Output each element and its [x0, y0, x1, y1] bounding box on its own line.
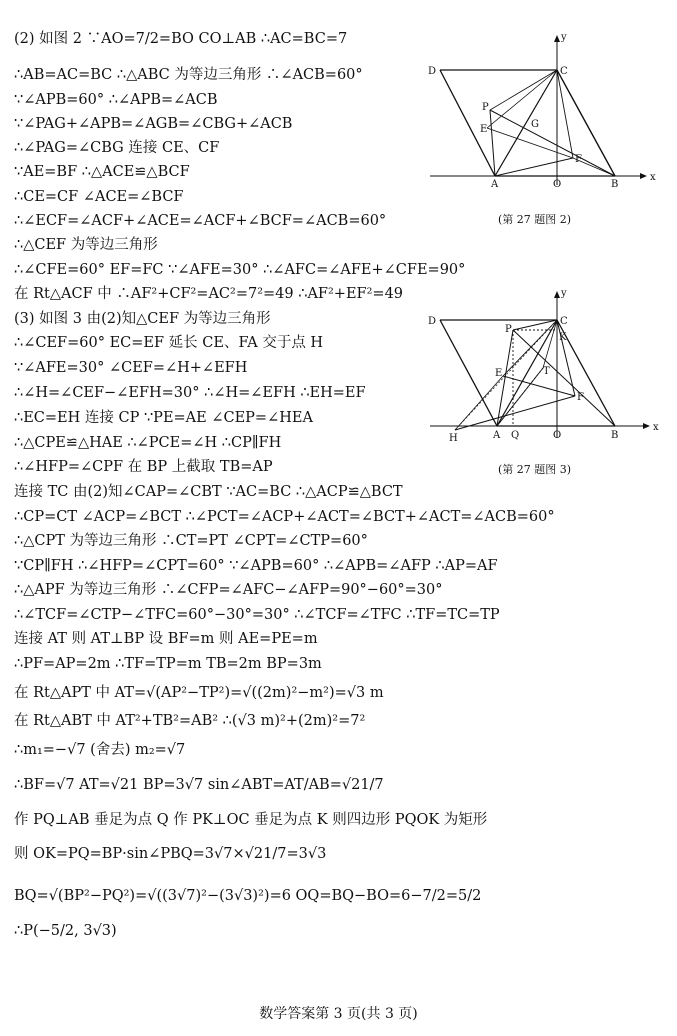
line-34: ∴P(−5/2, 3√3): [14, 923, 117, 939]
line-26: ∴PF=AP=2m ∴TF=TP=m TB=2m BP=3m: [14, 656, 322, 672]
fig3-label-A: A: [493, 430, 501, 441]
fig3-label-T: T: [543, 366, 550, 377]
line-22: ∵CP∥FH ∴∠HFP=∠CPT=60° ∵∠APB=60° ∴∠APB=∠AFP ∴AP=AF: [14, 558, 498, 574]
figure-3-caption: (第 27 题图 3): [498, 463, 572, 476]
line-9: ∴△CEF 为等边三角形: [14, 237, 158, 253]
figure-2-diagram: [425, 30, 670, 190]
fig3-label-D: D: [428, 316, 437, 327]
line-33: BQ=√(BP²−PQ²)=√((3√7)²−(3√3)²)=6 OQ=BQ−BO=6−7/2=5/2: [14, 888, 482, 904]
line-20: ∴CP=CT ∠ACP=∠BCT ∴∠PCT=∠ACP+∠ACT=∠BCT+∠ACT=∠ACB=60°: [14, 509, 555, 525]
line-7: ∴CE=CF ∠ACE=∠BCF: [14, 189, 184, 205]
line-4: ∵∠PAG+∠APB=∠AGB=∠CBG+∠ACB: [14, 116, 293, 132]
line-31: 作 PQ⊥AB 垂足为点 Q 作 PK⊥OC 垂足为点 K 则四边形 PQOK 为矩形: [14, 812, 488, 828]
fig2-label-F: F: [575, 154, 582, 165]
fig3-label-C: C: [560, 316, 568, 327]
fig2-label-O: O: [553, 179, 562, 190]
line-27: 在 Rt△APT 中 AT=√(AP²−TP²)=√((2m)²−m²)=√3 m: [14, 685, 384, 701]
fig2-label-D: D: [428, 66, 437, 77]
page-footer: 数学答案第 3 页(共 3 页): [259, 1006, 418, 1022]
fig3-label-x: x: [653, 422, 659, 433]
fig3-label-B: B: [611, 430, 619, 441]
line-12: (3) 如图 3 由(2)知△CEF 为等边三角形: [14, 311, 271, 327]
fig2-label-G: G: [531, 119, 539, 130]
fig2-label-A: A: [491, 179, 499, 190]
line-14: ∵∠AFE=30° ∠CEF=∠H+∠EFH: [14, 360, 248, 376]
fig3-label-P: P: [505, 324, 512, 335]
line-5: ∴∠PAG=∠CBG 连接 CE、CF: [14, 140, 220, 156]
line-2: ∴AB=AC=BC ∴△ABC 为等边三角形 ∴∠ACB=60°: [14, 67, 363, 83]
fig3-label-F: F: [577, 392, 584, 403]
line-25: 连接 AT 则 AT⊥BP 设 BF=m 则 AE=PE=m: [14, 631, 318, 647]
fig3-label-E: E: [495, 368, 503, 379]
line-10: ∴∠CFE=60° EF=FC ∵∠AFE=30° ∴∠AFC=∠AFE+∠CFE=90°: [14, 262, 466, 278]
line-24: ∴∠TCF=∠CTP−∠TFC=60°−30°=30° ∴∠TCF=∠TFC ∴TF=TC=TP: [14, 607, 500, 623]
line-6: ∵AE=BF ∴△ACE≌△BCF: [14, 164, 190, 180]
line-17: ∴△CPE≌△HAE ∴∠PCE=∠H ∴CP∥FH: [14, 435, 282, 451]
line-19: 连接 TC 由(2)知∠CAP=∠CBT ∵AC=BC ∴△ACP≌△BCT: [14, 484, 403, 500]
fig3-label-Q: Q: [511, 430, 520, 441]
line-16: ∴EC=EH 连接 CP ∵PE=AE ∠CEP=∠HEA: [14, 410, 313, 426]
fig3-label-H: H: [449, 433, 458, 444]
line-18: ∴∠HFP=∠CPF 在 BP 上截取 TB=AP: [14, 459, 273, 475]
fig2-label-P: P: [482, 102, 489, 113]
line-21: ∴△CPT 为等边三角形 ∴CT=PT ∠CPT=∠CTP=60°: [14, 533, 368, 549]
line-23: ∴△APF 为等边三角形 ∴∠CFP=∠AFC−∠AFP=90°−60°=30°: [14, 582, 443, 598]
fig3-label-O: O: [553, 430, 562, 441]
line-15: ∴∠H=∠CEF−∠EFH=30° ∴∠H=∠EFH ∴EH=EF: [14, 385, 366, 401]
line-13: ∴∠CEF=60° EC=EF 延长 CE、FA 交于点 H: [14, 335, 324, 351]
fig3-label-y: y: [561, 288, 567, 299]
line-29: ∴m₁=−√7 (舍去) m₂=√7: [14, 742, 186, 758]
line-32: 则 OK=PQ=BP·sin∠PBQ=3√7×√21/7=3√3: [14, 846, 327, 862]
fig2-label-y: y: [561, 32, 567, 43]
line-3: ∵∠APB=60° ∴∠APB=∠ACB: [14, 92, 218, 108]
fig3-label-K: K: [559, 332, 567, 343]
line-28: 在 Rt△ABT 中 AT²+TB²=AB² ∴(√3 m)²+(2m)²=7²: [14, 713, 366, 729]
line-1: (2) 如图 2 ∵AO=7/2=BO CO⊥AB ∴AC=BC=7: [14, 31, 348, 47]
fig2-label-B: B: [611, 179, 619, 190]
fig2-label-C: C: [560, 66, 568, 77]
fig2-label-x: x: [650, 172, 656, 183]
line-8: ∴∠ECF=∠ACF+∠ACE=∠ACF+∠BCF=∠ACB=60°: [14, 213, 387, 229]
line-11: 在 Rt△ACF 中 ∴AF²+CF²=AC²=7²=49 ∴AF²+EF²=49: [14, 286, 404, 302]
fig2-label-E: E: [480, 124, 488, 135]
figure-3-diagram: [425, 286, 670, 448]
line-30: ∴BF=√7 AT=√21 BP=3√7 sin∠ABT=AT/AB=√21/7: [14, 777, 384, 793]
figure-2-caption: (第 27 题图 2): [498, 213, 572, 226]
